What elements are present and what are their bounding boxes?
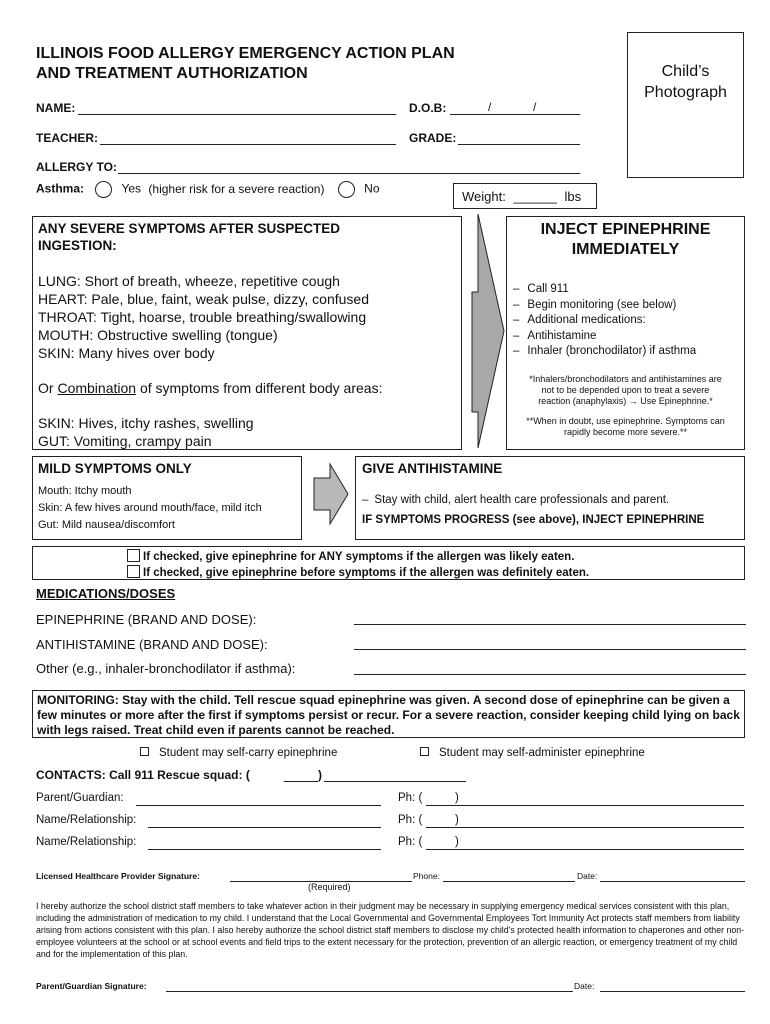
- combination-line: [38, 379, 456, 397]
- check-any-symptoms[interactable]: [127, 549, 140, 562]
- rescue-paren-close: ): [318, 768, 322, 782]
- parent-ph-label: Ph: (: [398, 792, 423, 804]
- severe-arrow-icon: [470, 212, 510, 450]
- teacher-field[interactable]: [100, 144, 396, 145]
- note1-line1: *Inhalers/bronchodilators and antihistamines are: [529, 373, 722, 384]
- inject-heading-2: IMMEDIATELY: [571, 241, 680, 258]
- self-administer-row: [420, 747, 645, 759]
- symptoms-progress: IF SYMPTOMS PROGRESS (see above), INJECT EPINEPHRINE: [362, 514, 705, 526]
- name-relationship-2-label: Name/Relationship:: [36, 836, 137, 848]
- self-carry-row: [140, 747, 337, 759]
- provider-date-field[interactable]: [600, 881, 745, 882]
- other-med-field[interactable]: [354, 674, 746, 675]
- action-inhaler: – Inhaler (bronchodilator) if asthma: [513, 344, 738, 360]
- name-field[interactable]: [78, 114, 396, 115]
- medications-heading: MEDICATIONS/DOSES: [36, 586, 176, 601]
- antihistamine-heading: GIVE ANTIHISTAMINE: [362, 461, 503, 476]
- other-med-label: Other (e.g., inhaler-bronchodilator if asthma):: [36, 661, 296, 676]
- allergy-field[interactable]: [118, 173, 580, 174]
- parent-date-field[interactable]: [600, 991, 745, 992]
- inhaler-note: [513, 374, 738, 407]
- severe-heart: HEART: Pale, blue, faint, weak pulse, dizzy, confused: [38, 291, 369, 307]
- title-line-2: AND TREATMENT AUTHORIZATION: [36, 65, 308, 82]
- monitoring-box: [32, 690, 745, 738]
- rescue-squad-field[interactable]: [284, 781, 318, 782]
- parent-label: Parent/Guardian:: [36, 792, 124, 804]
- mild-arrow-icon: [312, 462, 352, 526]
- or-prefix: Or: [38, 380, 58, 396]
- antihistamine-box: [355, 456, 745, 540]
- mild-skin: Skin: A few hives around mouth/face, mild itch: [38, 502, 262, 514]
- epinephrine-checks: [32, 546, 745, 580]
- grade-field[interactable]: [458, 144, 580, 145]
- parent-date-label: Date:: [574, 981, 595, 991]
- check-row-2: [127, 565, 744, 581]
- severe-skin: SKIN: Many hives over body: [38, 345, 215, 361]
- parent-signature-label: Parent/Guardian Signature:: [36, 981, 147, 991]
- mild-gut: Gut: Mild nausea/discomfort: [38, 519, 175, 531]
- epinephrine-field[interactable]: [354, 624, 746, 625]
- child-photograph-box[interactable]: [627, 32, 744, 178]
- asthma-no-radio[interactable]: [338, 181, 355, 198]
- check-row-1: [127, 549, 744, 565]
- weight-unit: lbs: [564, 189, 582, 204]
- grade-label: GRADE:: [409, 131, 457, 145]
- severe-heading-2: INGESTION:: [38, 238, 117, 253]
- severe-mouth: MOUTH: Obstructive swelling (tongue): [38, 327, 278, 343]
- asthma-no-label: No: [364, 181, 380, 196]
- dob-separator-2: /: [533, 100, 537, 114]
- ph-1-close: ): [455, 814, 459, 826]
- rescue-squad-field-2[interactable]: [324, 781, 466, 782]
- self-administer-checkbox[interactable]: [420, 747, 429, 756]
- asthma-row: [36, 181, 380, 198]
- contacts-heading: CONTACTS: Call 911 Rescue squad: (: [36, 768, 250, 782]
- allergy-label: ALLERGY TO:: [36, 160, 117, 174]
- self-carry-label: Student may self-carry epinephrine: [159, 747, 338, 759]
- asthma-yes-radio[interactable]: [95, 181, 112, 198]
- parent-signature-field[interactable]: [166, 991, 573, 992]
- severe-symptoms-box: [32, 216, 462, 450]
- mild-heading: MILD SYMPTOMS ONLY: [38, 461, 192, 476]
- self-administer-label: Student may self-administer epinephrine: [439, 747, 645, 759]
- provider-phone-label: Phone:: [413, 871, 440, 881]
- inject-heading-1: INJECT EPINEPHRINE: [540, 221, 711, 238]
- epinephrine-label: EPINEPHRINE (BRAND AND DOSE):: [36, 612, 257, 627]
- name-label: NAME:: [36, 101, 76, 115]
- teacher-label: TEACHER:: [36, 131, 98, 145]
- parent-field[interactable]: [136, 805, 381, 806]
- combination-word: Combination: [57, 380, 137, 396]
- name-relationship-1-label: Name/Relationship:: [36, 814, 137, 826]
- note1-line3: reaction (anaphylaxis) → Use Epinephrine.*: [538, 395, 713, 406]
- combo-skin: SKIN: Hives, itchy rashes, swelling: [38, 415, 254, 431]
- check-2-label: If checked, give epinephrine before symptoms if the allergen was definitely eaten.: [143, 567, 590, 579]
- note2-line1: **When in doubt, use epinephrine. Symptoms can: [526, 415, 725, 426]
- action-antihistamine: – Antihistamine: [513, 329, 738, 345]
- dob-field[interactable]: [450, 114, 580, 115]
- photo-label-1: Child’s: [661, 63, 710, 80]
- ph-2-label: Ph: (: [398, 836, 423, 848]
- required-note: (Required): [308, 882, 351, 892]
- asthma-yes-label: Yes: [121, 181, 142, 196]
- antihistamine-action: – Stay with child, alert health care professionals and parent.: [362, 494, 670, 506]
- note2-line2: rapidly become more severe.**: [563, 426, 688, 437]
- action-call-911: – Call 911: [513, 282, 738, 298]
- photo-label-2: Photograph: [644, 84, 727, 101]
- or-suffix: of symptoms from different body areas:: [136, 380, 383, 396]
- weight-box[interactable]: [453, 183, 597, 209]
- antihistamine-field[interactable]: [354, 649, 746, 650]
- provider-phone-field[interactable]: [443, 881, 575, 882]
- dob-label: D.O.B:: [409, 101, 447, 115]
- combo-gut: GUT: Vomiting, crampy pain: [38, 433, 212, 449]
- action-additional: – Additional medications:: [513, 313, 738, 329]
- weight-label: Weight:: [462, 189, 506, 204]
- weight-blank: ______: [513, 189, 557, 204]
- provider-signature-label: Licensed Healthcare Provider Signature:: [36, 871, 200, 881]
- check-before-symptoms[interactable]: [127, 565, 140, 578]
- inject-actions: [513, 282, 738, 360]
- name-relationship-1-field[interactable]: [148, 827, 381, 828]
- parent-ph-close: ): [455, 792, 459, 804]
- dob-separator-1: /: [488, 100, 492, 114]
- ph-2-close: ): [455, 836, 459, 848]
- authorization-paragraph: I hereby authorize the school district staff members to take whatever action in their judgment may be necessary in supplying emergency medical services consistent with this plan, including the administration of medication to my child. I understand that the Local Governmental and Governmental Employees Tort Immunity Act protects staff members from liability arising from actions consistent with this plan. I also hereby authorize the school district staff members to disclose my child's protected health information to chaperones and other non-employee volunteers at the school or at school events and field trips to the extent necessary for the protection, prevention of an allergic reaction, or emergency treatment of my child and for the implementation of this plan.: [36, 901, 745, 959]
- phone-2-field[interactable]: [426, 849, 744, 850]
- name-relationship-2-field[interactable]: [148, 849, 381, 850]
- monitoring-text: MONITORING: Stay with the child. Tell rescue squad epinephrine was given. A second dose of epinephrine can be given a few minutes or more after the first if symptoms persist or recur. For a severe reaction, consider keeping child lying on back with legs raised. Treat child even if parents cannot be reached.: [37, 693, 740, 737]
- asthma-label: Asthma:: [36, 181, 85, 196]
- antihistamine-label: ANTIHISTAMINE (BRAND AND DOSE):: [36, 637, 268, 652]
- title-line-1: ILLINOIS FOOD ALLERGY EMERGENCY ACTION PLAN: [36, 45, 455, 62]
- severe-heading-1: ANY SEVERE SYMPTOMS AFTER SUSPECTED: [38, 221, 341, 236]
- doubt-note: [513, 416, 738, 438]
- severe-throat: THROAT: Tight, hoarse, trouble breathing/swallowing: [38, 309, 367, 325]
- phone-1-field[interactable]: [426, 827, 744, 828]
- asthma-yes-note: (higher risk for a severe reaction): [148, 181, 325, 196]
- page-title: [36, 44, 455, 84]
- antihistamine-action-text: Stay with child, alert health care professionals and parent.: [374, 494, 670, 506]
- check-1-label: If checked, give epinephrine for ANY symptoms if the allergen was likely eaten.: [143, 551, 575, 563]
- mild-symptoms-box: [32, 456, 302, 540]
- mild-mouth: Mouth: Itchy mouth: [38, 485, 132, 497]
- note1-line2: not to be depended upon to treat a severe: [541, 384, 710, 395]
- action-monitoring: – Begin monitoring (see below): [513, 298, 738, 314]
- self-carry-checkbox[interactable]: [140, 747, 149, 756]
- ph-1-label: Ph: (: [398, 814, 423, 826]
- inject-epinephrine-box: [506, 216, 745, 450]
- severe-lung: LUNG: Short of breath, wheeze, repetitive cough: [38, 273, 340, 289]
- parent-phone-field[interactable]: [426, 805, 744, 806]
- provider-date-label: Date:: [577, 871, 598, 881]
